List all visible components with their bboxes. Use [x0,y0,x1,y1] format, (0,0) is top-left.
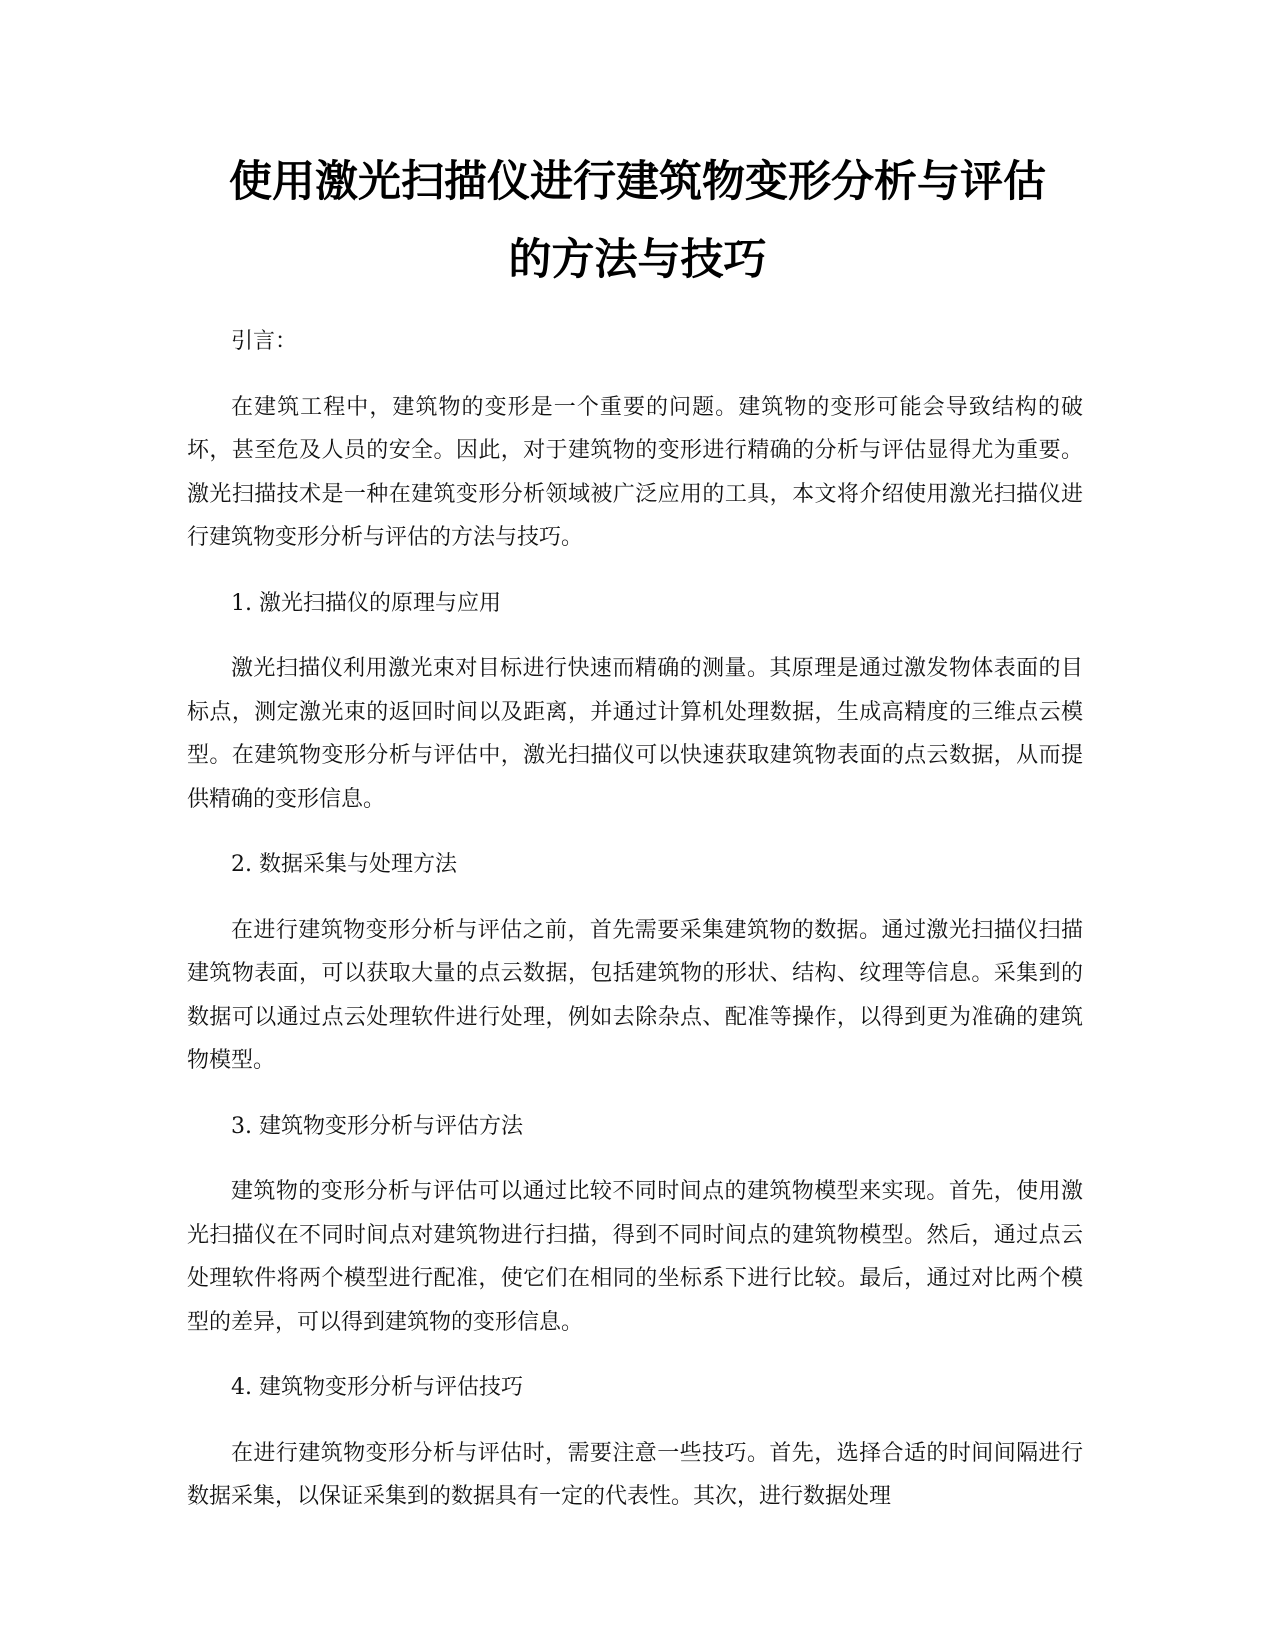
intro-label: 引言： [231,329,298,354]
section-4-heading: 4. 建筑物变形分析与评估技巧 [231,1375,523,1400]
title-line-2: 的方法与技巧 [508,235,767,285]
section-1-heading: 1. 激光扫描仪的原理与应用 [231,590,501,616]
title-line-1: 使用激光扫描仪进行建筑物变形分析与评估 [229,157,1046,207]
page-title [150,143,1125,299]
intro-paragraph: 在建筑工程中，建筑物的变形是一个重要的问题。建筑物的变形可能会导致结构的破坏，甚至危及人员的安全。因此，对于建筑物的变形进行精确的分析与评估显得尤为重要。激光扫描技术是一种在建筑变形分析领域被广泛应用的工具，本文将介绍使用激光扫描仪进行建筑物变形分析与评估的方法与技巧。 [187,394,1083,550]
section-2-body: 在进行建筑物变形分析与评估之前，首先需要采集建筑物的数据。通过激光扫描仪扫描建筑物表面，可以获取大量的点云数据，包括建筑物的形状、结构、纹理等信息。采集到的数据可以通过点云处理软件进行处理，例如去除杂点、配准等操作，以得到更为准确的建筑物模型。 [187,917,1083,1073]
section-3-body: 建筑物的变形分析与评估可以通过比较不同时间点的建筑物模型来实现。首先，使用激光扫描仪在不同时间点对建筑物进行扫描，得到不同时间点的建筑物模型。然后，通过点云处理软件将两个模型进行配准，使它们在相同的坐标系下进行比较。最后，通过对比两个模型的差异，可以得到建筑物的变形信息。 [187,1179,1083,1335]
document-body [187,320,1083,1541]
section-4-body: 在进行建筑物变形分析与评估时，需要注意一些技巧。首先，选择合适的时间间隔进行数据采集，以保证采集到的数据具有一定的代表性。其次，进行数据处理 [187,1440,1083,1509]
section-1-body: 激光扫描仪利用激光束对目标进行快速而精确的测量。其原理是通过激发物体表面的目标点，测定激光束的返回时间以及距离，并通过计算机处理数据，生成高精度的三维点云模型。在建筑物变形分析与评估中，激光扫描仪可以快速获取建筑物表面的点云数据，从而提供精确的变形信息。 [187,656,1083,812]
section-3-heading: 3. 建筑物变形分析与评估方法 [231,1113,523,1139]
section-2-heading: 2. 数据采集与处理方法 [231,852,457,877]
